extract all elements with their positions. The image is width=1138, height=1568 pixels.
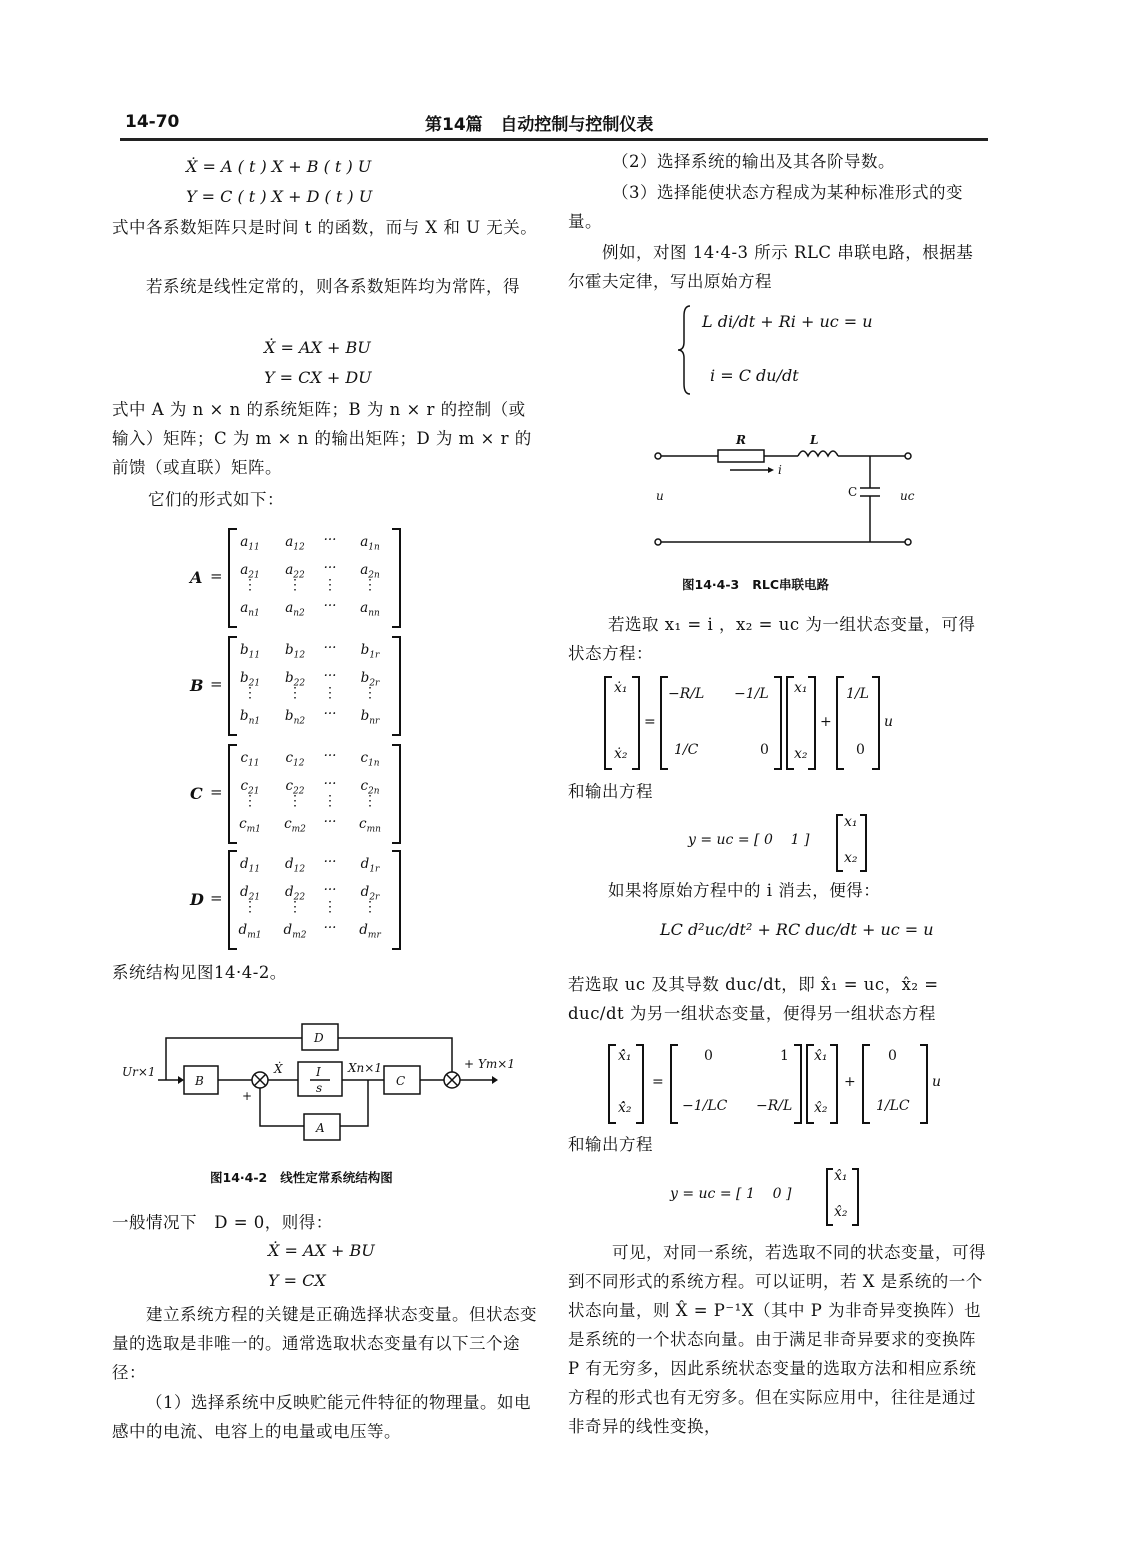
cell: $d_{22}$: [284, 884, 306, 903]
matrix-name: D: [190, 890, 204, 909]
terminal: [655, 453, 661, 459]
header-rule: [120, 138, 988, 141]
lhs-2: ẋ₂: [614, 746, 628, 762]
xdot-label: Ẋ: [274, 1062, 283, 1076]
feedback-line: [340, 1080, 368, 1126]
cell: $d_{1r}$: [360, 856, 380, 875]
bracket-right: [392, 636, 401, 736]
cell: $b_{nr}$: [360, 708, 380, 727]
cell: $d_{mr}$: [359, 922, 381, 941]
cell: $d_{m2}$: [283, 922, 307, 941]
inductor: [798, 451, 838, 456]
bracket-right: [852, 1168, 859, 1226]
cell: ···: [323, 560, 337, 576]
right-paragraph-3: 例如，对图 14·4-3 所示 RLC 串联电路，根据基尔霍夫定律，写出原始方程: [568, 243, 974, 291]
vdots: ⋮: [243, 899, 257, 915]
matrix-d: [190, 850, 420, 950]
vdots: ⋮: [363, 685, 377, 701]
matrix-c: [190, 744, 420, 844]
figure-caption-14-4-2: 图14·4-2 线性定常系统结构图: [210, 1170, 393, 1185]
left-paragraph-4: 它们的形式如下：: [148, 490, 284, 509]
matrix-a: [190, 528, 420, 628]
cell: $c_{m1}$: [239, 816, 261, 835]
bracket-right: [794, 1044, 802, 1124]
bracket-right: [830, 1044, 838, 1124]
right-paragraph-4: 若选取 x₁ = i ，x₂ = uc 为一组状态变量，可得状态方程：: [568, 615, 976, 663]
right-paragraph-1: （2）选择系统的输出及其各阶导数。: [612, 152, 895, 171]
cell: $d_{12}$: [284, 856, 306, 875]
matrix-b: [190, 636, 420, 736]
left-paragraph-3: 式中 A 为 n × n 的系统矩阵；B 为 n × r 的控制（或输入）矩阵；C 为 m × n 的输出矩阵；D 为 m × r 的前馈（或直联）矩阵。: [112, 400, 532, 477]
plus-sign: +: [844, 1074, 856, 1090]
resistor: [718, 450, 764, 462]
a12: 1: [780, 1048, 789, 1064]
a21: 1/C: [674, 742, 699, 758]
eq-d0-1: Ẋ = AX + BU: [268, 1241, 375, 1260]
eq-time-varying-1: Ẋ = A ( t ) X + B ( t ) U: [186, 157, 372, 176]
cell: $c_{11}$: [240, 750, 260, 769]
arrow-head: [178, 1076, 184, 1084]
x1: x₁: [794, 680, 808, 696]
cell: $c_{22}$: [285, 778, 305, 797]
plus-sign: +: [820, 714, 832, 730]
cell: $b_{n1}$: [239, 708, 261, 727]
bracket-left: [826, 1168, 833, 1226]
current-arrowhead: [768, 467, 774, 473]
block-a-label: A: [316, 1121, 325, 1135]
x1: x̂₁: [814, 1048, 828, 1064]
terminal: [905, 453, 911, 459]
eq-d0-2: Y = CX: [268, 1271, 326, 1290]
cell: $b_{22}$: [284, 670, 306, 689]
cell: $c_{m2}$: [284, 816, 306, 835]
bracket-left: [806, 1044, 814, 1124]
output-equation-2: [670, 1166, 870, 1226]
bracket-right: [632, 676, 640, 770]
a11: −R/L: [668, 686, 705, 702]
vdots: ⋮: [323, 899, 337, 915]
b1: 0: [888, 1048, 897, 1064]
bracket-left: [660, 676, 668, 770]
block-diagram: [118, 1010, 538, 1150]
bracket-right: [392, 744, 401, 844]
right-paragraph-5: 和输出方程: [568, 782, 653, 801]
block-d-label: D: [314, 1031, 324, 1045]
lhs-1: ẋ₁: [614, 680, 628, 696]
block-c-label: C: [396, 1074, 406, 1088]
b2: 1/LC: [876, 1098, 910, 1114]
bracket-right: [808, 676, 816, 770]
equals-sign: =: [210, 675, 223, 693]
cell: $b_{2r}$: [360, 670, 380, 689]
cell: $c_{21}$: [240, 778, 260, 797]
eq-lti-2: Y = CX + DU: [264, 368, 372, 387]
bracket-left: [604, 676, 612, 770]
vdots: ⋮: [243, 577, 257, 593]
equals-sign: =: [210, 783, 223, 801]
left-paragraph-1: 式中各系数矩阵只是时间 t 的函数，而与 X 和 U 无关。: [112, 218, 538, 237]
state-equation-2: [608, 1044, 948, 1124]
equals-sign: =: [644, 714, 656, 730]
vdots: ⋮: [323, 685, 337, 701]
vdots: ⋮: [363, 577, 377, 593]
equals-sign: =: [652, 1074, 664, 1090]
cell: $a_{11}$: [240, 534, 260, 553]
vdots: ⋮: [288, 577, 302, 593]
cell: $a_{21}$: [240, 562, 260, 581]
cell: ···: [323, 668, 337, 684]
bracket-left: [836, 814, 843, 872]
cell: $a_{22}$: [285, 562, 305, 581]
c-label: C: [848, 485, 858, 499]
cell: $a_{2n}$: [360, 562, 380, 581]
arrow-head: [492, 1076, 498, 1084]
bracket-left: [786, 676, 794, 770]
cell: ···: [323, 882, 337, 898]
eq-time-varying-2: Y = C ( t ) X + D ( t ) U: [186, 187, 373, 206]
bracket-right: [392, 850, 401, 950]
vdots: ⋮: [363, 899, 377, 915]
cell: $b_{11}$: [239, 642, 261, 661]
vdots: ⋮: [323, 793, 337, 809]
vdots: ⋮: [363, 793, 377, 809]
vdots: ⋮: [288, 793, 302, 809]
lhs-1: x̂̇₁: [618, 1048, 632, 1064]
matrix-name: B: [190, 676, 204, 695]
cell: $d_{21}$: [239, 884, 261, 903]
vdots: ⋮: [288, 899, 302, 915]
x2: x̂₂: [814, 1100, 828, 1116]
cell: $b_{n2}$: [284, 708, 306, 727]
right-paragraph-6: 如果将原始方程中的 i 消去，便得：: [608, 881, 881, 900]
a11: 0: [704, 1048, 713, 1064]
bracket-left: [670, 1044, 678, 1124]
x2: x₂: [794, 746, 808, 762]
cell: ···: [323, 854, 337, 870]
bracket-right: [636, 1044, 644, 1124]
output-lhs: y = uc = [ 1 0 ]: [670, 1186, 792, 1202]
cell: $a_{n1}$: [240, 600, 260, 619]
vdots: ⋮: [288, 685, 302, 701]
cell: $d_{11}$: [239, 856, 261, 875]
a21: −1/LC: [682, 1098, 728, 1114]
rlc-circuit: [650, 430, 920, 550]
equals-sign: =: [210, 567, 223, 585]
bracket-right: [392, 528, 401, 628]
figure-caption-14-4-3: 图14·4-3 RLC串联电路: [682, 577, 830, 592]
terminal: [655, 539, 661, 545]
a22: −R/L: [756, 1098, 793, 1114]
original-equation-1: L di/dt + Ri + uc = u: [702, 312, 873, 331]
equals-sign: =: [210, 889, 223, 907]
b2: 0: [856, 742, 865, 758]
cell: ···: [323, 814, 337, 830]
cell: $a_{12}$: [285, 534, 305, 553]
cell: $b_{12}$: [284, 642, 306, 661]
out-v1: x̂₁: [834, 1168, 848, 1184]
output-lhs: y = uc = [ 0 1 ]: [688, 832, 810, 848]
terminal: [905, 539, 911, 545]
cell: $a_{nn}$: [360, 600, 380, 619]
a22: 0: [760, 742, 769, 758]
cell: $c_{2n}$: [360, 778, 380, 797]
vdots: ⋮: [243, 685, 257, 701]
integrator-den: s: [316, 1081, 323, 1095]
cell: ···: [323, 640, 337, 656]
system-brace: [676, 304, 696, 396]
block-b-label: B: [195, 1074, 204, 1088]
state-equation-1: [604, 676, 904, 770]
u-in-label: Ur×1: [122, 1065, 156, 1079]
xn-label: Xn×1: [348, 1061, 382, 1075]
out-v1: x₁: [844, 814, 858, 830]
cell: $c_{12}$: [285, 750, 305, 769]
bracket-left: [836, 676, 844, 770]
vdots: ⋮: [243, 793, 257, 809]
cell: $a_{1n}$: [360, 534, 380, 553]
cell: $c_{mn}$: [359, 816, 381, 835]
left-paragraph-2: 若系统是线性定常的，则各系数矩阵均为常阵，得: [146, 277, 520, 296]
bracket-right: [774, 676, 782, 770]
integrator-num: I: [316, 1065, 321, 1079]
second-order-equation: LC d²uc/dt² + RC duc/dt + uc = u: [660, 920, 934, 939]
u-input: u: [932, 1074, 942, 1090]
page-number: 14-70: [125, 112, 180, 132]
bracket-right: [872, 676, 880, 770]
right-paragraph-8: 和输出方程: [568, 1135, 653, 1154]
plus-sign: +: [464, 1057, 475, 1071]
page-header-title: 第14篇 自动控制与控制仪表: [425, 115, 654, 135]
b1: 1/L: [846, 686, 869, 702]
bracket-right: [920, 1044, 928, 1124]
out-v2: x₂: [844, 850, 858, 866]
a12: −1/L: [734, 686, 769, 702]
bracket-left: [862, 1044, 870, 1124]
y-out-label: Ym×1: [478, 1057, 515, 1071]
plus-sign: +: [242, 1089, 253, 1103]
right-paragraph-7: 若选取 uc 及其导数 duc/dt，即 x̂₁ = uc，x̂₂ = duc/dt 为另一组状态变量，便得另一组状态方程: [568, 975, 939, 1023]
u-input: u: [884, 714, 894, 730]
original-equation-2: i = C du/dt: [710, 366, 799, 385]
left-paragraph-7: 建立系统方程的关键是正确选择状态变量。但状态变量的选取是非唯一的。通常选取状态变量有以下三个途径：: [112, 1305, 537, 1382]
cell: $d_{m1}$: [238, 922, 262, 941]
bracket-left: [608, 1044, 616, 1124]
cell: ···: [323, 776, 337, 792]
cell: ···: [323, 748, 337, 764]
cell: $c_{1n}$: [360, 750, 380, 769]
cell: $b_{1r}$: [360, 642, 380, 661]
eq-lti-1: Ẋ = AX + BU: [264, 338, 371, 357]
u-label: u: [656, 489, 664, 503]
out-v2: x̂₂: [834, 1204, 848, 1220]
cell: $d_{2r}$: [360, 884, 380, 903]
cell: $a_{n2}$: [285, 600, 305, 619]
cell: ···: [323, 920, 337, 936]
left-paragraph-8: （1）选择系统中反映贮能元件特征的物理量。如电感中的电流、电容上的电量或电压等。: [112, 1393, 531, 1441]
r-label: R: [736, 433, 746, 447]
output-equation-1: [688, 812, 888, 872]
left-paragraph-5: 系统结构见图14·4-2。: [112, 963, 287, 982]
cell: ···: [323, 532, 337, 548]
matrix-name: A: [190, 568, 203, 587]
uc-label: uc: [900, 489, 915, 503]
right-paragraph-2: （3）选择能使状态方程成为某种标准形式的变量。: [568, 183, 963, 231]
left-paragraph-6: 一般情况下 D = 0，则得：: [112, 1213, 333, 1232]
cell: ···: [323, 598, 337, 614]
cell: ···: [323, 706, 337, 722]
l-label: L: [810, 433, 819, 447]
matrix-name: C: [190, 784, 203, 803]
brace-path: [678, 306, 690, 394]
vdots: ⋮: [323, 577, 337, 593]
i-label: i: [778, 463, 782, 477]
cell: $b_{21}$: [239, 670, 261, 689]
lhs-2: x̂̇₂: [618, 1100, 632, 1116]
right-paragraph-9: 可见，对同一系统，若选取不同的状态变量，可得到不同形式的系统方程。可以证明，若 X 是系统的一个状态向量，则 X̂ = P⁻¹X（其中 P 为非奇异变换阵）也是系统的一个状态向量。由于满足非奇异要求的变换阵 P 有无穷多，因此系统状态变量的选取方法和相应系统方程的形式也有无穷多。但在实际应用中，往往是通过非奇异的线性变换，: [568, 1243, 986, 1436]
bracket-right: [860, 814, 867, 872]
